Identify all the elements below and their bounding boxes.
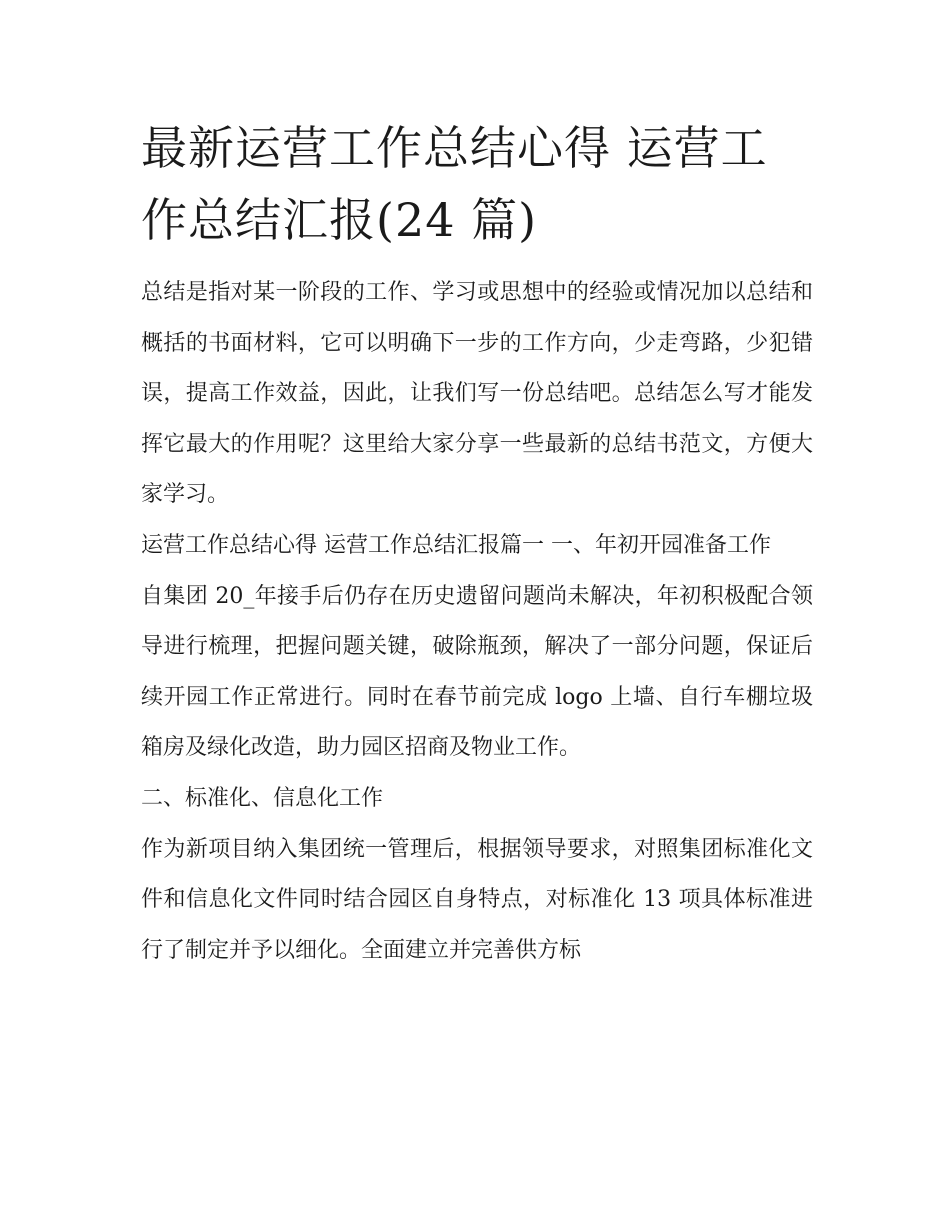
paragraph-section-heading-1: 运营工作总结心得 运营工作总结汇报篇一 一、年初开园准备工作 <box>141 532 771 558</box>
document-title: 最新运营工作总结心得 运营工作总结汇报(24 篇) <box>141 121 768 247</box>
paragraph-section-heading-2: 二、标准化、信息化工作 <box>141 785 384 811</box>
paragraph-section-body-2: 作为新项目纳入集团统一管理后，根据领导要求，对照集团标准化文件和信息化文件同时结合园区自身特点，对标准化 13 项具体标准进行了制定并予以细化。全面建立并完善供方标 <box>141 836 813 963</box>
paragraph-intro: 总结是指对某一阶段的工作、学习或思想中的经验或情况加以总结和概括的书面材料，它可以明确下一步的工作方向，少走弯路，少犯错误，提高工作效益，因此，让我们写一份总结吧。总结怎么写才能发挥它最大的作用呢？这里给大家分享一些最新的总结书范文，方便大家学习。 <box>141 280 813 508</box>
paragraph-section-body-1: 自集团 20_年接手后仍存在历史遗留问题尚未解决，年初积极配合领导进行梳理，把握问题关键，破除瓶颈，解决了一部分问题，保证后续开园工作正常进行。同时在春节前完成 logo 上墙、自行车棚垃圾箱房及绿化改造，助力园区招商及物业工作。 <box>141 583 813 761</box>
document-page <box>141 112 813 976</box>
